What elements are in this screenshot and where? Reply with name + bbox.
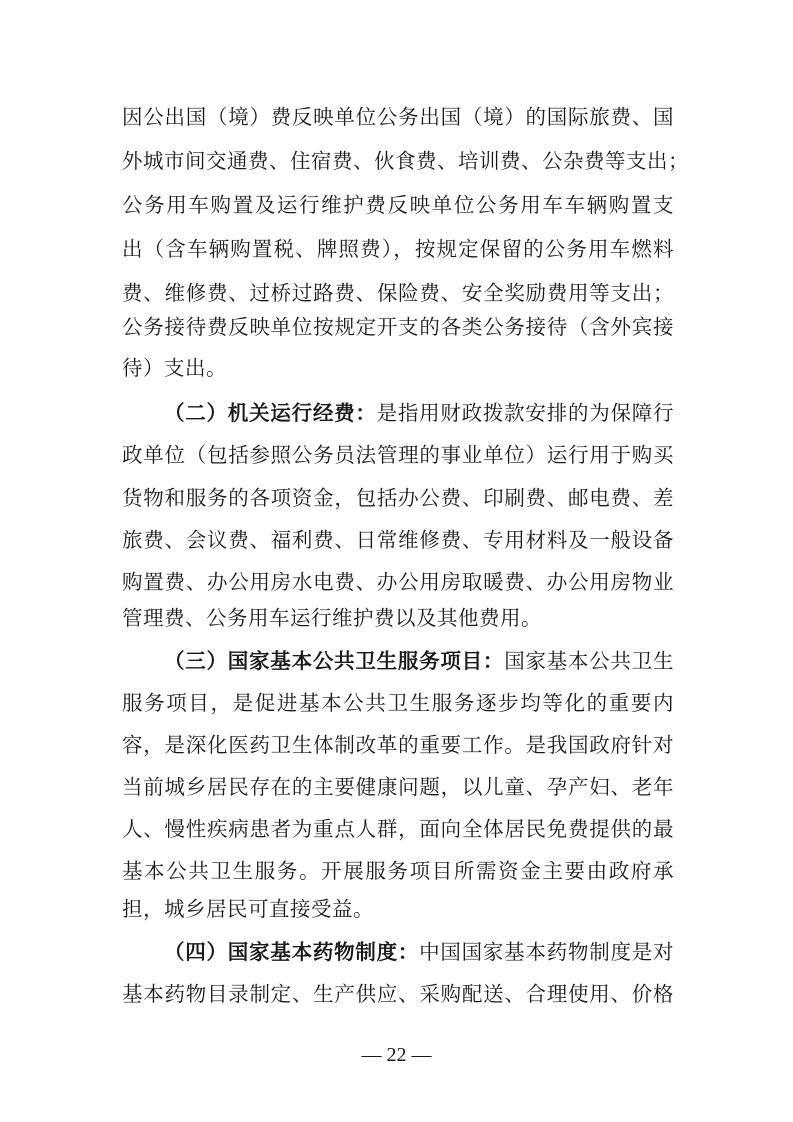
text-line: 因公出国（境）费反映单位公务出国（境）的国际旅费、国 (122, 105, 674, 129)
text-line: 容，是深化医药卫生体制改革的重要工作。是我国政府针对 (122, 733, 674, 757)
text-line: 担，城乡居民可直接受益。 (122, 897, 374, 921)
paragraph-first-line (164, 393, 674, 433)
text-line: 外城市间交通费、住宿费、伙食费、培训费、公杂费等支出； (122, 149, 689, 173)
text-line: 基本药物目录制定、生产供应、采购配送、合理使用、价格 (122, 982, 674, 1006)
text-line: 出（含车辆购置税、牌照费），按规定保留的公务用车燃料 (122, 237, 674, 261)
text-line: 管理费、公务用车运行维护费以及其他费用。 (122, 606, 542, 630)
section-heading: （三）国家基本公共卫生服务项目： (164, 649, 505, 673)
text-line: 人、慢性疾病患者为重点人群，面向全体居民免费提供的最 (122, 817, 674, 841)
text-line: 货物和服务的各项资金，包括办公费、印刷费、邮电费、差 (122, 486, 674, 510)
text-line: 基本公共卫生服务。开展服务项目所需资金主要由政府承 (122, 859, 674, 883)
text-line: 公务用车购置及运行维护费反映单位公务用车车辆购置支 (122, 193, 674, 217)
text-run: 是指用财政拨款安排的为保障行 (376, 401, 674, 425)
text-run: 中国国家基本药物制度是对 (419, 940, 675, 964)
paragraph-first-line (164, 932, 674, 972)
text-line: 公务接待费反映单位按规定开支的各类公务接待（含外宾接 (122, 315, 674, 339)
page-number: — 22 — (361, 1044, 432, 1066)
text-line: 当前城乡居民存在的主要健康问题，以儿童、孕产妇、老年 (122, 775, 674, 799)
text-line: 服务项目，是促进基本公共卫生服务逐步均等化的重要内 (122, 691, 674, 715)
text-line: 旅费、会议费、福利费、日常维修费、专用材料及一般设备 (122, 528, 674, 552)
text-run: 国家基本公共卫生 (504, 649, 675, 673)
section-heading: （四）国家基本药物制度： (164, 940, 420, 964)
text-line: 费、维修费、过桥过路费、保险费、安全奖励费用等支出； (122, 281, 674, 305)
text-line: 政单位（包括参照公务员法管理的事业单位）运行用于购买 (122, 443, 674, 467)
text-line: 购置费、办公用房水电费、办公用房取暖费、办公用房物业 (122, 570, 674, 594)
paragraph-first-line (164, 641, 674, 681)
section-heading: （二）机关运行经费： (164, 401, 377, 425)
text-line: 待）支出。 (122, 356, 227, 380)
